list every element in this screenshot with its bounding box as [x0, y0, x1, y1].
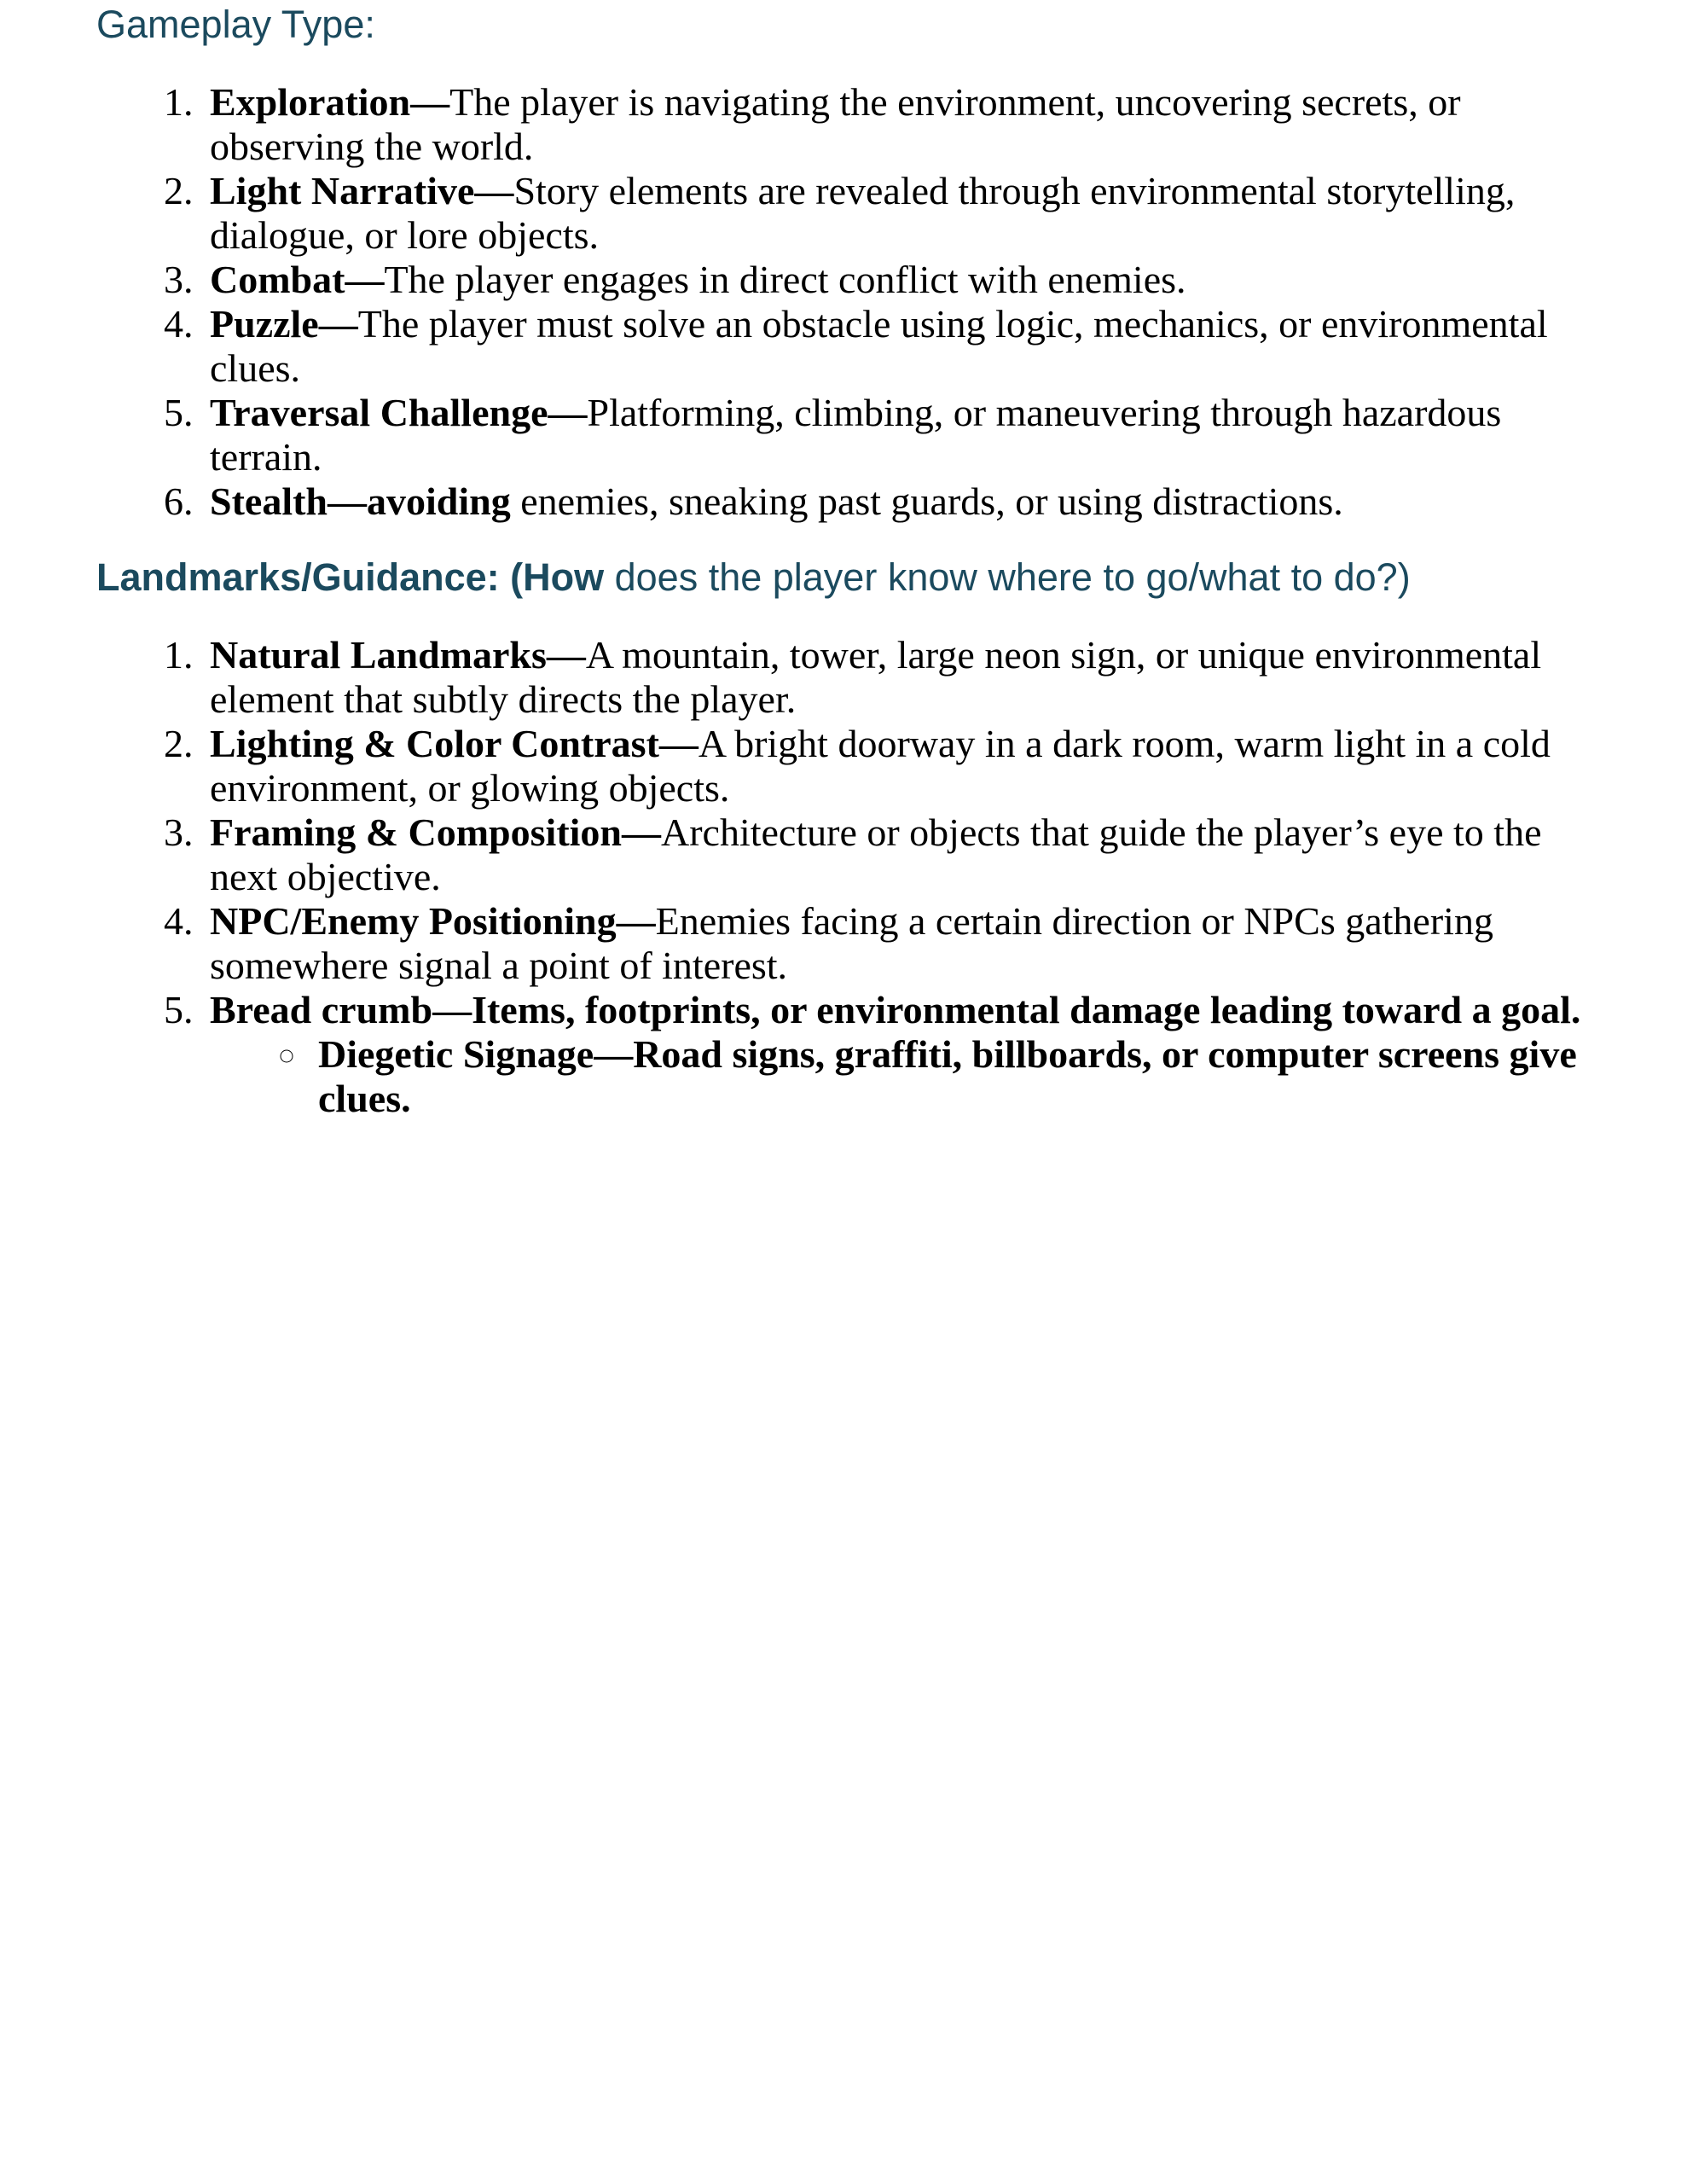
list-item-natural-landmarks: [203, 633, 1610, 722]
bread-crumb-sublist: [210, 1032, 1610, 1121]
term-light-narrative: Light Narrative—: [210, 169, 514, 212]
term-stealth: Stealth—avoiding: [210, 479, 511, 523]
desc-stealth: enemies, sneaking past guards, or using distractions.: [510, 479, 1343, 523]
desc-framing-composition: Architecture or objects that guide the player’s eye to the next objective.: [210, 810, 1542, 898]
heading-gameplay-type: Gameplay Type:: [96, 3, 375, 46]
list-item-light-narrative: [203, 169, 1610, 258]
term-puzzle: Puzzle—: [210, 302, 358, 346]
term-diegetic-signage: Diegetic Signage—Road signs, graffiti, billboards, or computer screens give clues.: [318, 1032, 1577, 1120]
list-item-puzzle: [203, 302, 1610, 391]
list-item-bread-crumb: [203, 988, 1610, 1121]
desc-npc-enemy-positioning: Enemies facing a certain direction or NPCs gathering somewhere signal a point of interest.: [210, 899, 1493, 987]
term-bread-crumb: Bread crumb—Items, footprints, or environmental damage leading toward a goal.: [210, 988, 1581, 1031]
term-combat: Combat—: [210, 258, 385, 301]
desc-exploration: The player is navigating the environment, uncovering secrets, or observing the world.: [210, 80, 1461, 168]
desc-natural-landmarks: A mountain, tower, large neon sign, or unique environmental element that subtly directs the player.: [210, 633, 1542, 721]
desc-traversal-challenge: Platforming, climbing, or maneuvering through hazardous terrain.: [210, 391, 1502, 479]
term-traversal-challenge: Traversal Challenge—: [210, 391, 588, 434]
term-exploration: Exploration—: [210, 80, 450, 124]
list-item-exploration: [203, 80, 1610, 169]
desc-lighting-color-contrast: A bright doorway in a dark room, warm light in a cold environment, or glowing objects.: [210, 722, 1551, 810]
term-lighting-color-contrast: Lighting & Color Contrast—: [210, 722, 699, 765]
list-item-diegetic-signage: [310, 1032, 1610, 1121]
heading-landmarks-guidance-bold: Landmarks/Guidance: (How: [96, 555, 605, 599]
list-item-npc-enemy-positioning: [203, 899, 1610, 988]
list-item-combat: [203, 258, 1610, 302]
heading-landmarks-guidance-normal: does the player know where to go/what to do?): [604, 555, 1411, 599]
list-item-framing-composition: [203, 810, 1610, 899]
desc-combat: The player engages in direct conflict with enemies.: [384, 258, 1186, 301]
term-natural-landmarks: Natural Landmarks—: [210, 633, 586, 677]
list-item-traversal-challenge: [203, 391, 1610, 479]
list-item-stealth: [203, 479, 1610, 524]
heading-landmarks-guidance: [96, 555, 1610, 601]
term-npc-enemy-positioning: NPC/Enemy Positioning—: [210, 899, 656, 943]
list-item-lighting-color-contrast: [203, 722, 1610, 810]
desc-light-narrative: Story elements are revealed through environmental storytelling, dialogue, or lore objects.: [210, 169, 1516, 257]
term-framing-composition: Framing & Composition—: [210, 810, 661, 854]
desc-puzzle: The player must solve an obstacle using logic, mechanics, or environmental clues.: [210, 302, 1548, 390]
gameplay-type-list: [96, 80, 1610, 524]
landmarks-guidance-list: [96, 633, 1610, 1121]
